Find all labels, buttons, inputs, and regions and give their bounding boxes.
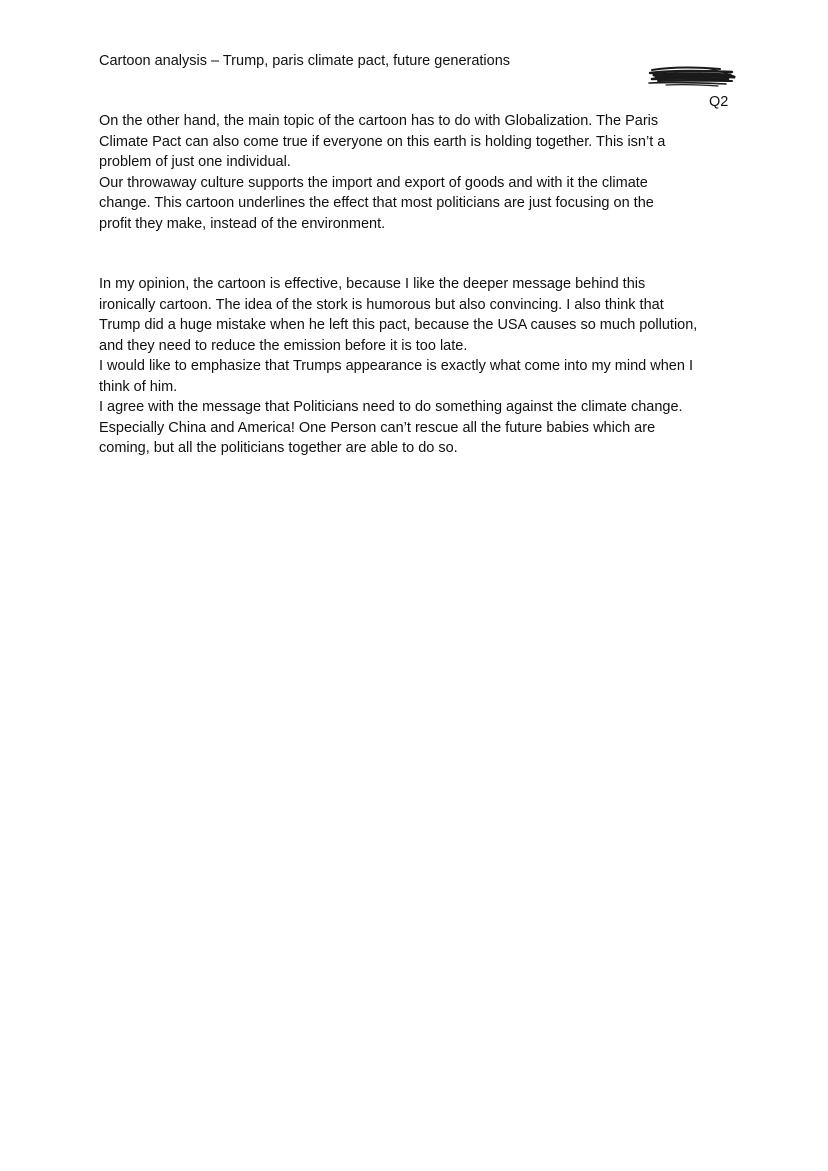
text-line: Our throwaway culture supports the import and export of goods and with it the climate — [99, 174, 648, 191]
page-label: Q2 — [709, 94, 729, 110]
text-line: think of him. — [99, 378, 178, 395]
text-line: change. This cartoon underlines the effect that most politicians are just focusing on the — [99, 195, 654, 211]
text-line: I agree with the message that Politicians need to do something against the climate change. — [99, 399, 683, 415]
text-line: Climate Pact can also come true if everyone on this earth is holding together. This isn’t a — [99, 133, 666, 150]
text-line: profit they make, instead of the environment. — [99, 215, 386, 232]
text-line: I would like to emphasize that Trumps appearance is exactly what come into my mind when I — [99, 358, 693, 374]
text-line: In my opinion, the cartoon is effective, because I like the deeper message behind this — [99, 276, 646, 292]
text-line: problem of just one individual. — [99, 154, 291, 170]
text-line: Especially China and America! One Person can’t rescue all the future babies which are — [99, 419, 656, 436]
text-line: Trump did a huge mistake when he left this pact, because the USA causes so much pollution, — [99, 317, 698, 333]
redacted-name-scribble — [646, 64, 738, 90]
text-line: coming, but all the politicians together are able to do so. — [99, 440, 458, 456]
text-line: ironically cartoon. The idea of the stork is humorous but also convincing. I also think that — [99, 296, 664, 313]
document-title: Cartoon analysis – Trump, paris climate pact, future generations — [99, 53, 511, 69]
text-line: and they need to reduce the emission before it is too late. — [99, 337, 468, 354]
paragraph-block-globalization — [99, 111, 739, 234]
paragraph-block-opinion — [99, 274, 739, 459]
text-line: On the other hand, the main topic of the cartoon has to do with Globalization. The Paris — [99, 113, 659, 129]
